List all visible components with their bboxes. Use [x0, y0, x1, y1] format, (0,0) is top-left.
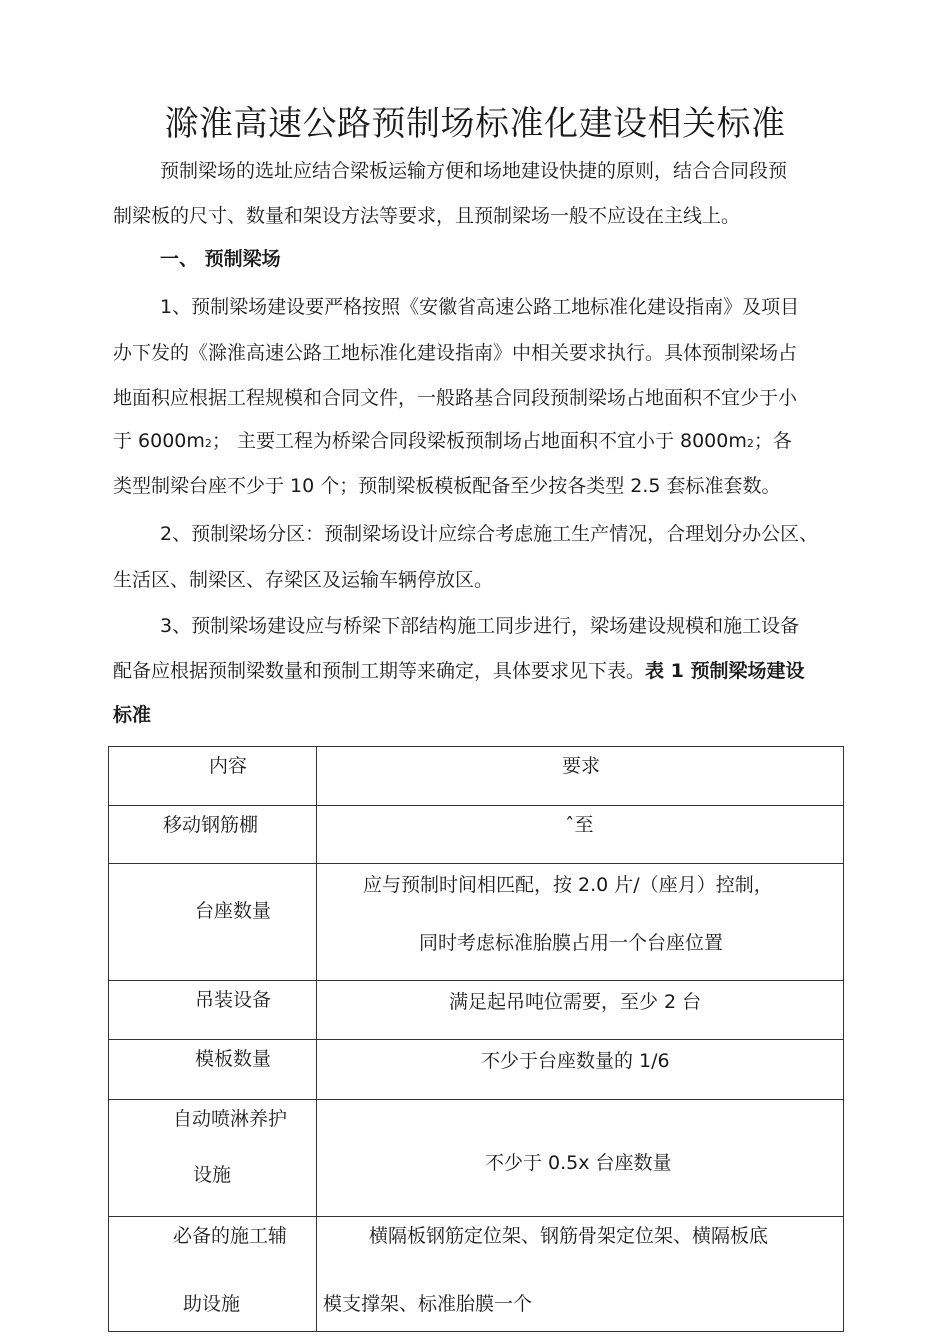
para1-line-4	[113, 426, 792, 453]
page-title: 滁淮高速公路预制场标准化建设相关标准	[164, 104, 786, 144]
area-unit-sub-2: 2	[746, 437, 754, 450]
row-requirement: 不少于台座数量的 1/6	[481, 1050, 670, 1072]
row-item-line-1: 必备的施工辅	[173, 1225, 288, 1247]
intro-line-1: 预制梁场的选址应结合梁板运输方便和场地建设快捷的原则，结合合同段预	[160, 160, 788, 182]
area-unit-sub-1: 2	[204, 437, 212, 450]
table-caption-cont: 标准	[113, 704, 152, 726]
row-req-cell	[317, 1100, 844, 1217]
row-item: 模板数量	[195, 1048, 272, 1070]
row-requirement-line-1: 横隔板钢筋定位架、钢筋骨架定位架、横隔板底	[369, 1225, 769, 1247]
table-row	[109, 1217, 844, 1332]
para2-line-1: 2、预制梁场分区：预制梁场设计应综合考虑施工生产情况，合理划分办公区、	[160, 523, 819, 545]
para1-line-3: 地面积应根据工程规模和合同文件，一般路基合同段预制梁场占地面积不宜少于小	[113, 387, 798, 409]
row-item-cell	[109, 981, 317, 1040]
table-row	[109, 1100, 844, 1217]
para1-line-4-end: ；各	[753, 430, 792, 452]
table-row	[109, 981, 844, 1040]
row-item-cell	[109, 1100, 317, 1217]
row-requirement: 不少于 0.5x 台座数量	[485, 1152, 672, 1174]
para3-line-2	[113, 656, 804, 683]
section-heading: 一、 预制梁场	[160, 248, 281, 270]
para1-line-2: 办下发的《滁淮高速公路工地标准化建设指南》中相关要求执行。具体预制梁场占	[113, 342, 798, 364]
area-value-2: ； 主要工程为桥梁合同段梁板预制场占地面积不宜小于 8000m	[211, 430, 747, 452]
row-requirement-line-1: 应与预制时间相匹配，按 2.0 片/（座月）控制，	[363, 874, 773, 896]
table-caption: 表 1 预制梁场建设	[645, 660, 805, 682]
header-cell-requirement	[317, 747, 844, 806]
para1-line-1: 1、预制梁场建设要严格按照《安徽省高速公路工地标准化建设指南》及项目	[160, 296, 800, 318]
row-item-line-2: 设施	[193, 1164, 232, 1186]
row-requirement: 满足起吊吨位需要，至少 2 台	[449, 991, 702, 1013]
row-item-cell	[109, 1040, 317, 1100]
table-header-row	[109, 747, 844, 806]
para1-line-5: 类型制梁台座不少于 10 个；预制梁板模板配备至少按各类型 2.5 套标准套数。	[113, 475, 781, 497]
row-req-cell	[317, 806, 844, 864]
row-req-cell	[317, 864, 844, 981]
table-row	[109, 806, 844, 864]
row-item-line-1: 自动喷淋养护	[173, 1108, 288, 1130]
spec-table	[108, 746, 844, 1332]
header-content-label: 内容	[209, 755, 248, 777]
para2-line-2: 生活区、制梁区、存梁区及运输车辆停放区。	[113, 569, 494, 591]
row-req-cell	[317, 1217, 844, 1332]
intro-line-2: 制梁板的尺寸、数量和架设方法等要求，且预制梁场一般不应设在主线上。	[113, 205, 741, 227]
row-item-cell	[109, 1217, 317, 1332]
row-requirement: ˆ至	[565, 814, 594, 836]
para3-line-2-text: 配备应根据预制梁数量和预制工期等来确定，具体要求见下表。	[113, 660, 646, 682]
row-req-cell	[317, 1040, 844, 1100]
table-row	[109, 864, 844, 981]
row-item: 吊装设备	[195, 989, 272, 1011]
row-item: 台座数量	[195, 900, 272, 922]
para3-line-1: 3、预制梁场建设应与桥梁下部结构施工同步进行，梁场建设规模和施工设备	[160, 615, 800, 637]
row-requirement-line-2: 同时考虑标准胎膜占用一个台座位置	[419, 932, 724, 954]
row-item-cell	[109, 806, 317, 864]
header-requirement-label: 要求	[562, 755, 601, 777]
table-row	[109, 1040, 844, 1100]
row-requirement-line-2: 模支撑架、标准胎膜一个	[323, 1293, 533, 1315]
row-item: 移动钢筋棚	[163, 814, 259, 836]
header-cell-content	[109, 747, 317, 806]
row-item-line-2: 助设施	[183, 1293, 241, 1315]
row-req-cell	[317, 981, 844, 1040]
row-item-cell	[109, 864, 317, 981]
area-value-1: 于 6000m	[113, 430, 205, 452]
